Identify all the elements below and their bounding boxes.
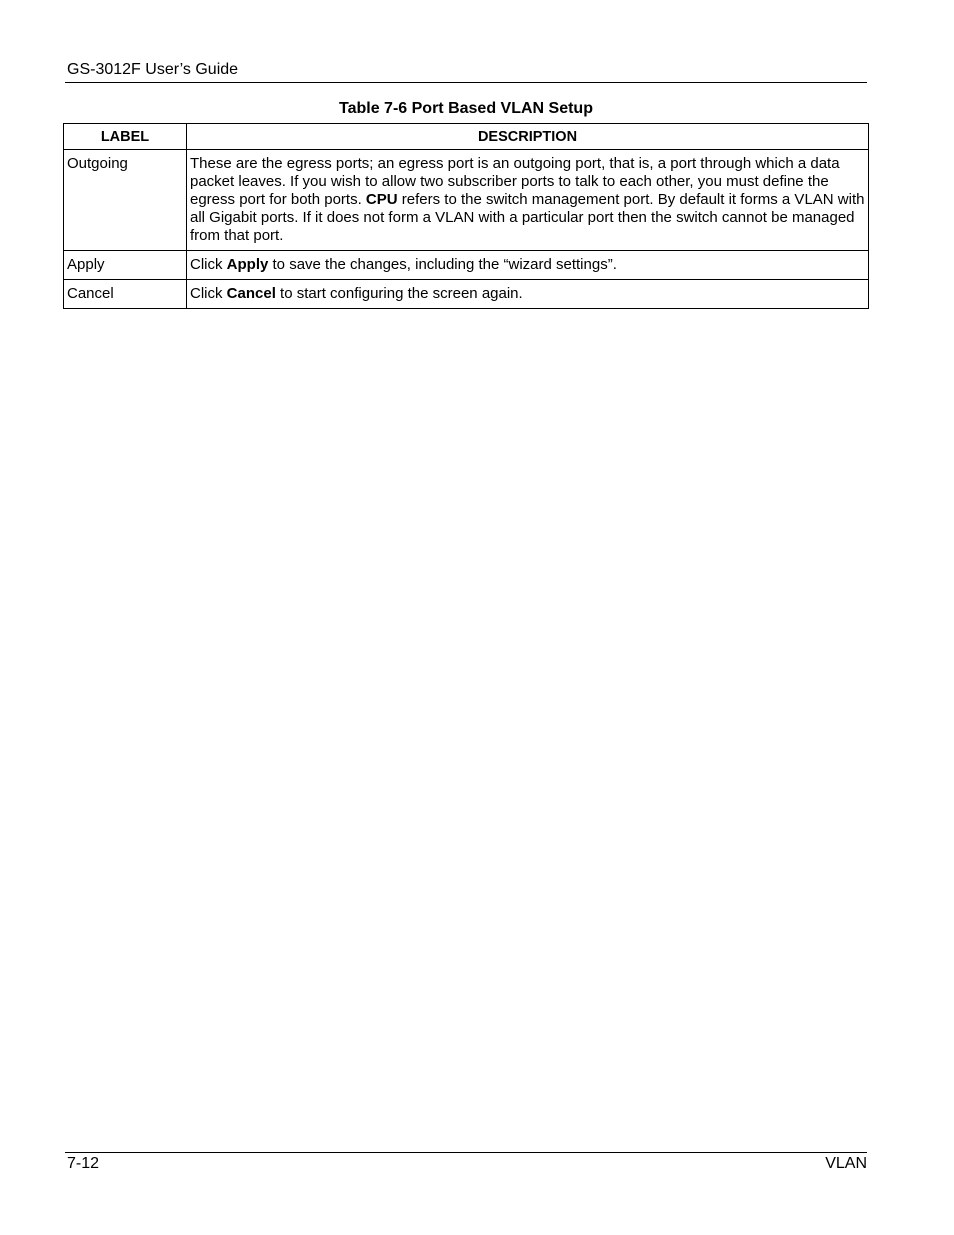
column-header-description: DESCRIPTION	[187, 124, 869, 150]
description-text: to start configuring the screen again.	[275, 285, 523, 302]
footer-divider	[65, 1152, 867, 1153]
table-caption: Table 7-6 Port Based VLAN Setup	[339, 100, 593, 117]
footer-section-name: VLAN	[825, 1155, 867, 1172]
table-header-row	[64, 124, 869, 150]
row-label: Cancel	[64, 280, 187, 309]
description-emphasis: CPU	[365, 191, 398, 208]
port-based-vlan-table	[63, 123, 869, 309]
header-divider	[65, 82, 867, 83]
description-text: to save the changes, including the “wizard settings”.	[268, 256, 617, 273]
description-emphasis: Apply	[226, 256, 269, 273]
row-description	[187, 150, 869, 251]
row-description	[187, 251, 869, 280]
column-header-label: LABEL	[64, 124, 187, 150]
row-label: Outgoing	[64, 150, 187, 251]
table-row	[64, 280, 869, 309]
description-text: refers to the switch management port. By default it forms a VLAN with all Gigabit ports. If it does not form a VLAN with a particular port then the switch cannot be managed from that port.	[190, 191, 865, 244]
description-text: Click	[190, 285, 227, 302]
table-row	[64, 150, 869, 251]
description-text: Click	[190, 256, 227, 273]
document-header-title: GS-3012F User’s Guide	[67, 61, 239, 78]
row-label: Apply	[64, 251, 187, 280]
description-emphasis: Cancel	[226, 285, 276, 302]
row-description	[187, 280, 869, 309]
page-number: 7-12	[67, 1155, 100, 1172]
description-text: These are the egress ports; an egress port is an outgoing port, that is, a port through which a data packet leaves. If you wish to allow two subscriber ports to talk to each other, you must define the egress port for both ports.	[190, 155, 840, 208]
table-row	[64, 251, 869, 280]
